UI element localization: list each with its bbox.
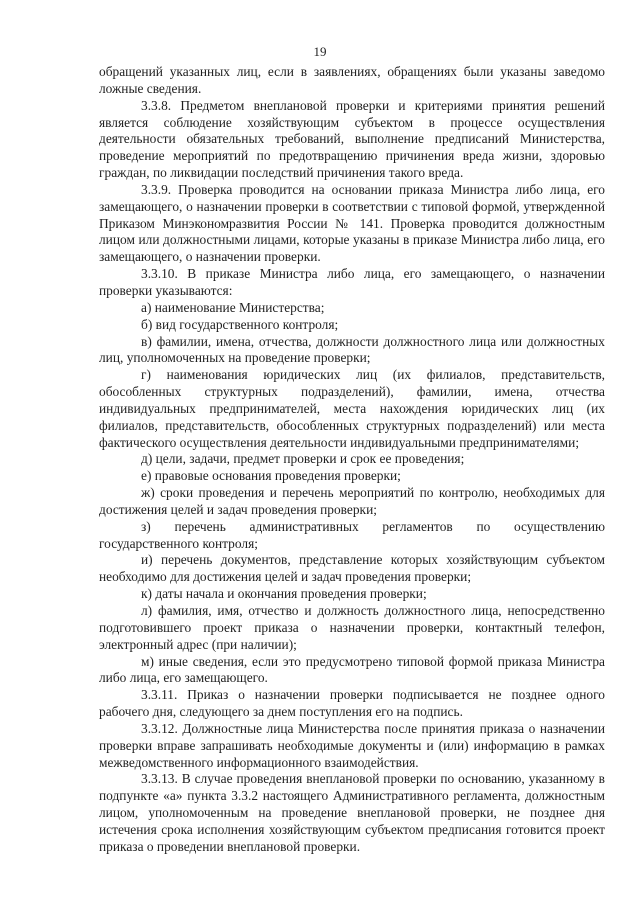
paragraph: е) правовые основания проведения проверки;	[141, 468, 401, 484]
paragraph: 3.3.10. В приказе Министра либо лица, его замещающего, о назначении проверки указываются:	[99, 266, 605, 298]
paragraph: и) перечень документов, представление которых хозяйствующим субъектом необходимо для достижения целей и задач проведения проверки;	[99, 552, 605, 585]
paragraph: к) даты начала и окончания проведения проверки;	[141, 586, 427, 602]
paragraph: г) наименования юридических лиц (их филиалов, представительств, обособленных структурных подразделений), фамилии, имена, отчества индивидуальных предпринимателей, места нахождения юридических лиц (их филиалов, представительств, обособленных структурных подразделений) или места фактического осуществления деятельности индивидуальными предпринимателями;	[99, 367, 605, 450]
paragraph: 3.3.13. В случае проведения внеплановой проверки по основанию, указанному в подпункте «а» пункта 3.3.2 настоящего Административного регламента, должностным лицом, уполномоченным на проведение внеплановой проверки, не позднее дня истечения срока исполнения хозяйствующим субъектом предписания готовится проект приказа о проведении внеплановой проверки.	[99, 771, 605, 854]
paragraph: 3.3.11. Приказ о назначении проверки подписывается не позднее одного рабочего дня, следующего за днем поступления его на подпись.	[99, 687, 605, 720]
page-number: 19	[313, 44, 327, 59]
paragraph: м) иные сведения, если это предусмотрено типовой формой приказа Министра либо лица, его замещающего.	[99, 653, 605, 686]
paragraph: б) вид государственного контроля;	[141, 316, 339, 332]
document-body	[99, 64, 605, 856]
paragraph: 3.3.9. Проверка проводится на основании приказа Министра либо лица, его замещающего, о назначении проверки в соответствии с типовой формой, утвержденной Приказом Минэкономразвития России № 141. Проверка проводится должностным лицом или должностными лицами, которые указаны в приказе Министра либо лица, его замещающего, о назначении проверки.	[99, 181, 605, 265]
paragraph: л) фамилия, имя, отчество и должность должностного лица, непосредственно подготовившего проект приказа о назначении проверки, контактный телефон, электронный адрес (при наличии);	[99, 603, 605, 652]
paragraph: в) фамилии, имена, отчества, должности должностного лица или должностных лиц, уполномоченных на проведение проверки;	[99, 333, 605, 366]
paragraph: д) цели, задачи, предмет проверки и срок ее проведения;	[141, 451, 465, 467]
paragraph: з) перечень административных регламентов по осуществлению государственного контроля;	[99, 518, 605, 551]
paragraph: а) наименование Министерства;	[141, 299, 325, 315]
paragraph: 3.3.12. Должностные лица Министерства после принятия приказа о назначении проверки вправе запрашивать необходимые документы и (или) информацию в рамках межведомственного информационного взаимодействия.	[99, 720, 605, 770]
paragraph: 3.3.8. Предметом внеплановой проверки и критериями принятия решений является соблюдение хозяйствующим субъектом в процессе осуществления деятельности обязательных требований, выполнение предписаний Министерства, проведение мероприятий по предотвращению причинения вреда жизни, здоровью граждан, по ликвидации последствий причинения такого вреда.	[99, 97, 605, 181]
paragraph: ж) сроки проведения и перечень мероприятий по контролю, необходимых для достижения целей и задач проведения проверки;	[99, 485, 605, 517]
paragraph: обращений указанных лиц, если в заявлениях, обращениях были указаны заведомо ложные сведения.	[99, 64, 605, 96]
